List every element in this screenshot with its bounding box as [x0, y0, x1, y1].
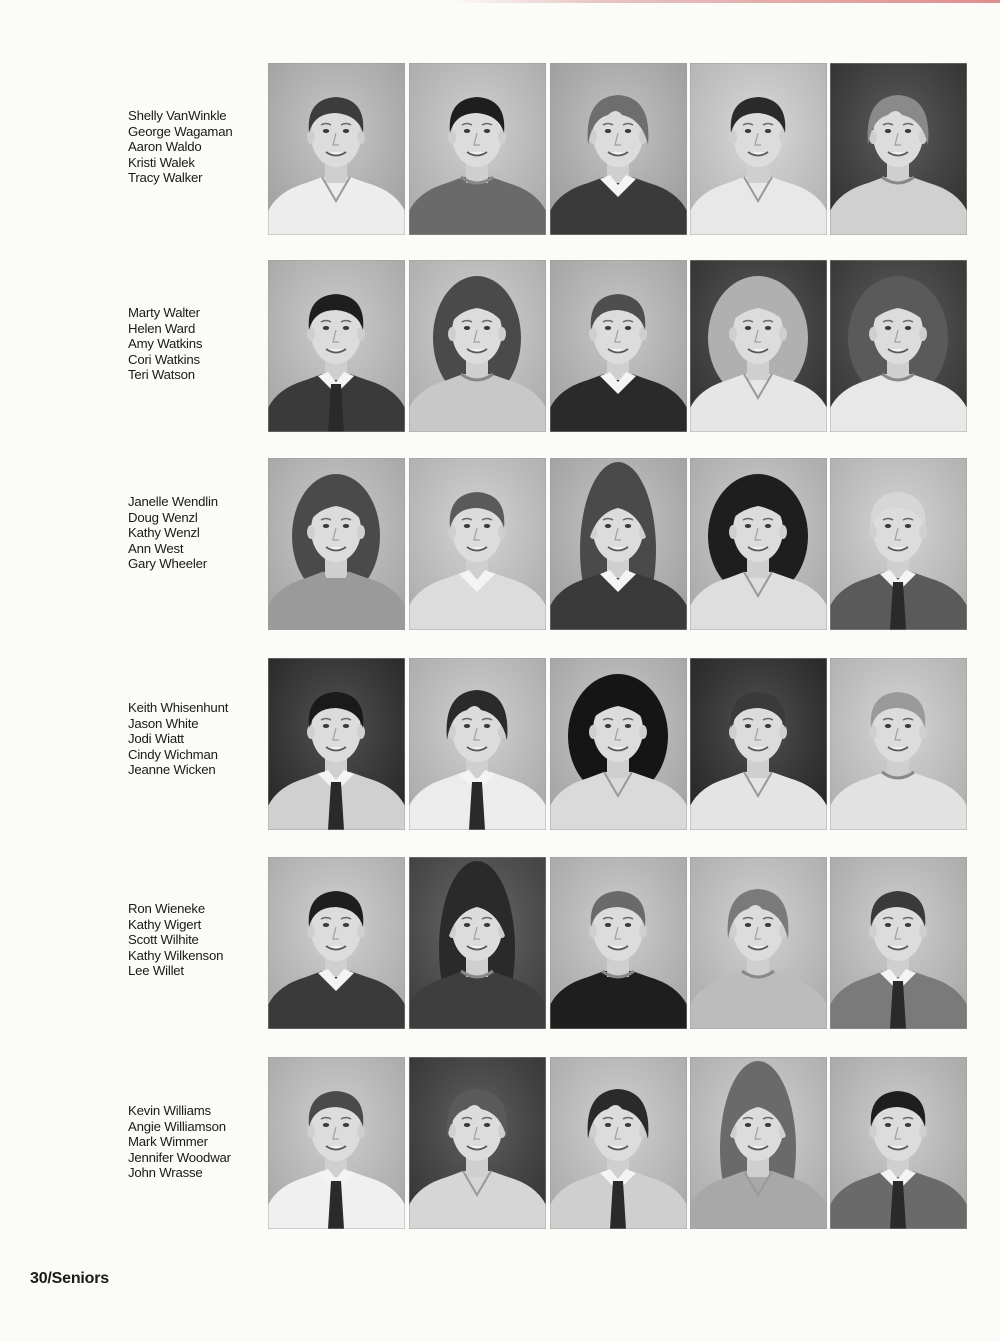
portrait-photo — [268, 857, 405, 1029]
portrait-photo — [550, 658, 687, 830]
name-list — [128, 700, 268, 778]
student-portrait — [690, 857, 827, 1029]
student-name: Kevin Williams — [128, 1103, 211, 1118]
student-name: Mark Wimmer — [128, 1134, 208, 1150]
student-name: Kathy Wigert — [128, 916, 202, 932]
student-portrait — [268, 1057, 405, 1229]
portrait-photo — [409, 857, 546, 1029]
portrait-photo — [550, 63, 687, 235]
student-portrait — [268, 857, 405, 1029]
student-name: George Wagaman — [128, 123, 233, 139]
student-name: Jennifer Woodwar — [128, 1149, 231, 1165]
student-name: Jodi Wiatt — [128, 731, 184, 747]
student-name: Ann West — [128, 540, 184, 556]
portrait-photo — [830, 857, 967, 1029]
student-name: Jason White — [128, 715, 199, 731]
student-name: Marty Walter — [128, 305, 200, 320]
student-portrait — [830, 1057, 967, 1229]
portrait-strip — [268, 260, 970, 432]
portrait-strip — [268, 458, 970, 630]
portrait-photo — [409, 260, 546, 432]
student-portrait — [690, 1057, 827, 1229]
student-name: Teri Watson — [128, 367, 195, 383]
student-name: Shelly VanWinkle — [128, 108, 227, 123]
portrait-photo — [409, 658, 546, 830]
student-portrait — [268, 63, 405, 235]
student-portrait — [409, 63, 546, 235]
name-list — [128, 901, 268, 979]
student-name: Cori Watkins — [128, 351, 200, 367]
senior-row-2 — [0, 260, 1000, 432]
student-name: Kathy Wilkenson — [128, 947, 224, 963]
senior-row-6 — [0, 1057, 1000, 1229]
senior-row-1 — [0, 63, 1000, 235]
name-list — [128, 1103, 268, 1181]
portrait-photo — [409, 63, 546, 235]
portrait-photo — [268, 658, 405, 830]
student-name: John Wrasse — [128, 1165, 203, 1181]
portrait-photo — [830, 63, 967, 235]
portrait-photo — [690, 658, 827, 830]
student-portrait — [268, 658, 405, 830]
student-portrait — [409, 458, 546, 630]
student-name: Jeanne Wicken — [128, 762, 216, 778]
student-name: Kristi Walek — [128, 154, 195, 170]
student-portrait — [409, 1057, 546, 1229]
student-portrait — [550, 260, 687, 432]
student-portrait — [409, 260, 546, 432]
portrait-photo — [409, 1057, 546, 1229]
student-portrait — [690, 458, 827, 630]
portrait-photo — [830, 658, 967, 830]
student-name: Lee Willet — [128, 963, 184, 979]
portrait-photo — [690, 1057, 827, 1229]
student-portrait — [550, 63, 687, 235]
portrait-photo — [690, 458, 827, 630]
student-name: Helen Ward — [128, 320, 196, 336]
page-edge-mark — [0, 0, 1000, 3]
student-portrait — [690, 63, 827, 235]
student-portrait — [268, 458, 405, 630]
student-name: Kathy Wenzl — [128, 525, 200, 541]
student-portrait — [830, 857, 967, 1029]
student-name: Janelle Wendlin — [128, 494, 218, 509]
portrait-photo — [550, 1057, 687, 1229]
portrait-photo — [268, 260, 405, 432]
senior-row-5 — [0, 857, 1000, 1029]
portrait-photo — [690, 857, 827, 1029]
student-portrait — [550, 1057, 687, 1229]
portrait-strip — [268, 658, 970, 830]
portrait-photo — [409, 458, 546, 630]
student-portrait — [409, 658, 546, 830]
student-name: Scott Wilhite — [128, 932, 199, 948]
portrait-photo — [268, 458, 405, 630]
student-portrait — [550, 658, 687, 830]
student-portrait — [830, 63, 967, 235]
name-list — [128, 494, 268, 572]
portrait-photo — [690, 63, 827, 235]
portrait-strip — [268, 1057, 970, 1229]
student-portrait — [830, 658, 967, 830]
portrait-photo — [550, 260, 687, 432]
portrait-photo — [830, 1057, 967, 1229]
senior-row-3 — [0, 458, 1000, 630]
student-name: Aaron Waldo — [128, 139, 202, 155]
student-portrait — [690, 260, 827, 432]
student-name: Ron Wieneke — [128, 901, 205, 916]
student-portrait — [268, 260, 405, 432]
student-portrait — [690, 658, 827, 830]
portrait-photo — [268, 63, 405, 235]
portrait-strip — [268, 63, 970, 235]
student-portrait — [409, 857, 546, 1029]
student-portrait — [550, 458, 687, 630]
portrait-strip — [268, 857, 970, 1029]
portrait-photo — [830, 260, 967, 432]
student-name: Doug Wenzl — [128, 509, 198, 525]
portrait-photo — [268, 1057, 405, 1229]
student-portrait — [830, 458, 967, 630]
name-list — [128, 305, 268, 383]
student-name: Keith Whisenhunt — [128, 700, 229, 715]
student-portrait — [830, 260, 967, 432]
portrait-photo — [830, 458, 967, 630]
student-name: Amy Watkins — [128, 336, 203, 352]
name-list — [128, 108, 268, 186]
student-name: Angie Williamson — [128, 1118, 226, 1134]
portrait-photo — [550, 857, 687, 1029]
student-portrait — [550, 857, 687, 1029]
student-name: Tracy Walker — [128, 170, 203, 186]
senior-row-4 — [0, 658, 1000, 830]
student-name: Cindy Wichman — [128, 746, 218, 762]
student-name: Gary Wheeler — [128, 556, 207, 572]
page-footer-label: 30/Seniors — [30, 1270, 109, 1287]
portrait-photo — [690, 260, 827, 432]
portrait-photo — [550, 458, 687, 630]
